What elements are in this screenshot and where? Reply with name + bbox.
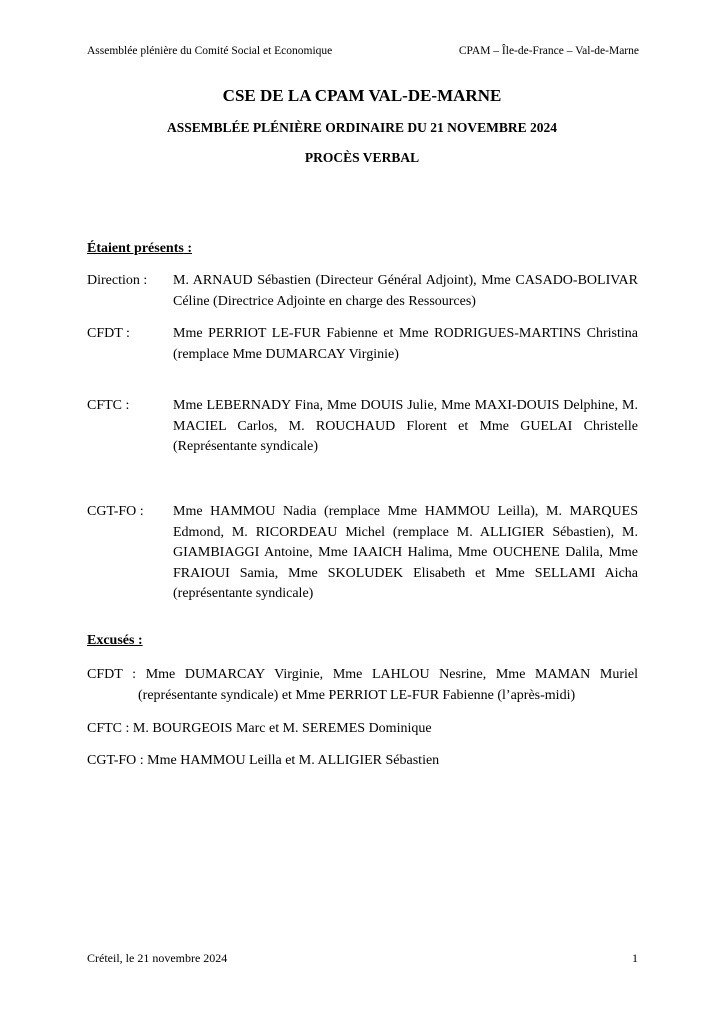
document-type: PROCÈS VERBAL [304, 150, 420, 165]
present-row-cfdt [87, 324, 638, 365]
present-row-label: CFDT : [87, 326, 130, 341]
present-row-text: M. ARNAUD Sébastien (Directeur Général Adjoint), Mme CASADO-BOLIVAR Céline (Directrice Adjointe en charge des Ressources) [173, 273, 638, 309]
present-row-text: Mme HAMMOU Nadia (remplace Mme HAMMOU Leilla), M. MARQUES Edmond, M. RICORDEAU Michel (remplace M. ALLIGIER Sébastien), M. GIAMBIAGGI Antoine, Mme IAAICH Halima, Mme OUCHENE Dalila, Mme FRAIOUI Samia, Mme SKOLUDEK Elisabeth et Mme SELLAMI Aicha (représentante syndicale) [173, 504, 638, 601]
present-row-label: CGT-FO : [87, 504, 144, 519]
present-heading [87, 239, 192, 259]
present-row-text: Mme PERRIOT LE-FUR Fabienne et Mme RODRIGUES-MARTINS Christina (remplace Mme DUMARCAY Virginie) [173, 326, 638, 362]
excused-row-cftc: CFTC : M. BOURGEOIS Marc et M. SEREMES Dominique [87, 721, 432, 736]
document-title: CSE DE LA CPAM VAL-DE-MARNE [222, 86, 502, 105]
excused-heading-text: Excusés [87, 633, 135, 648]
footer-place-date: Créteil, le 21 novembre 2024 [87, 951, 228, 965]
present-row-label: Direction : [87, 273, 148, 288]
present-row-cftc [87, 396, 638, 458]
document-subtitle: ASSEMBLÉE PLÉNIÈRE ORDINAIRE DU 21 NOVEMBRE 2024 [166, 120, 558, 135]
present-row-cgt-fo [87, 502, 638, 605]
present-row-text: Mme LEBERNADY Fina, Mme DOUIS Julie, Mme MAXI-DOUIS Delphine, M. MACIEL Carlos, M. ROUCHAUD Florent et Mme GUELAI Christelle (Représentante syndicale) [173, 398, 638, 454]
excused-row-cfdt: CFDT : Mme DUMARCAY Virginie, Mme LAHLOU Nesrine, Mme MAMAN Muriel (représentante syndicale) et Mme PERRIOT LE-FUR Fabienne (l’après-midi) [87, 667, 638, 703]
excused-row-cgt-fo: CGT-FO : Mme HAMMOU Leilla et M. ALLIGIER Sébastien [87, 753, 440, 768]
page-number: 1 [632, 951, 638, 965]
present-row-label: CFTC : [87, 398, 130, 413]
present-heading-text: Étaient présents [87, 241, 184, 256]
running-header-left: Assemblée plénière du Comité Social et Economique [87, 45, 333, 57]
excused-heading-colon: : [134, 633, 143, 648]
present-row-direction [87, 271, 638, 312]
present-heading-colon: : [183, 241, 192, 256]
running-header-right: CPAM – Île-de-France – Val-de-Marne [458, 45, 639, 57]
excused-heading [87, 631, 143, 651]
